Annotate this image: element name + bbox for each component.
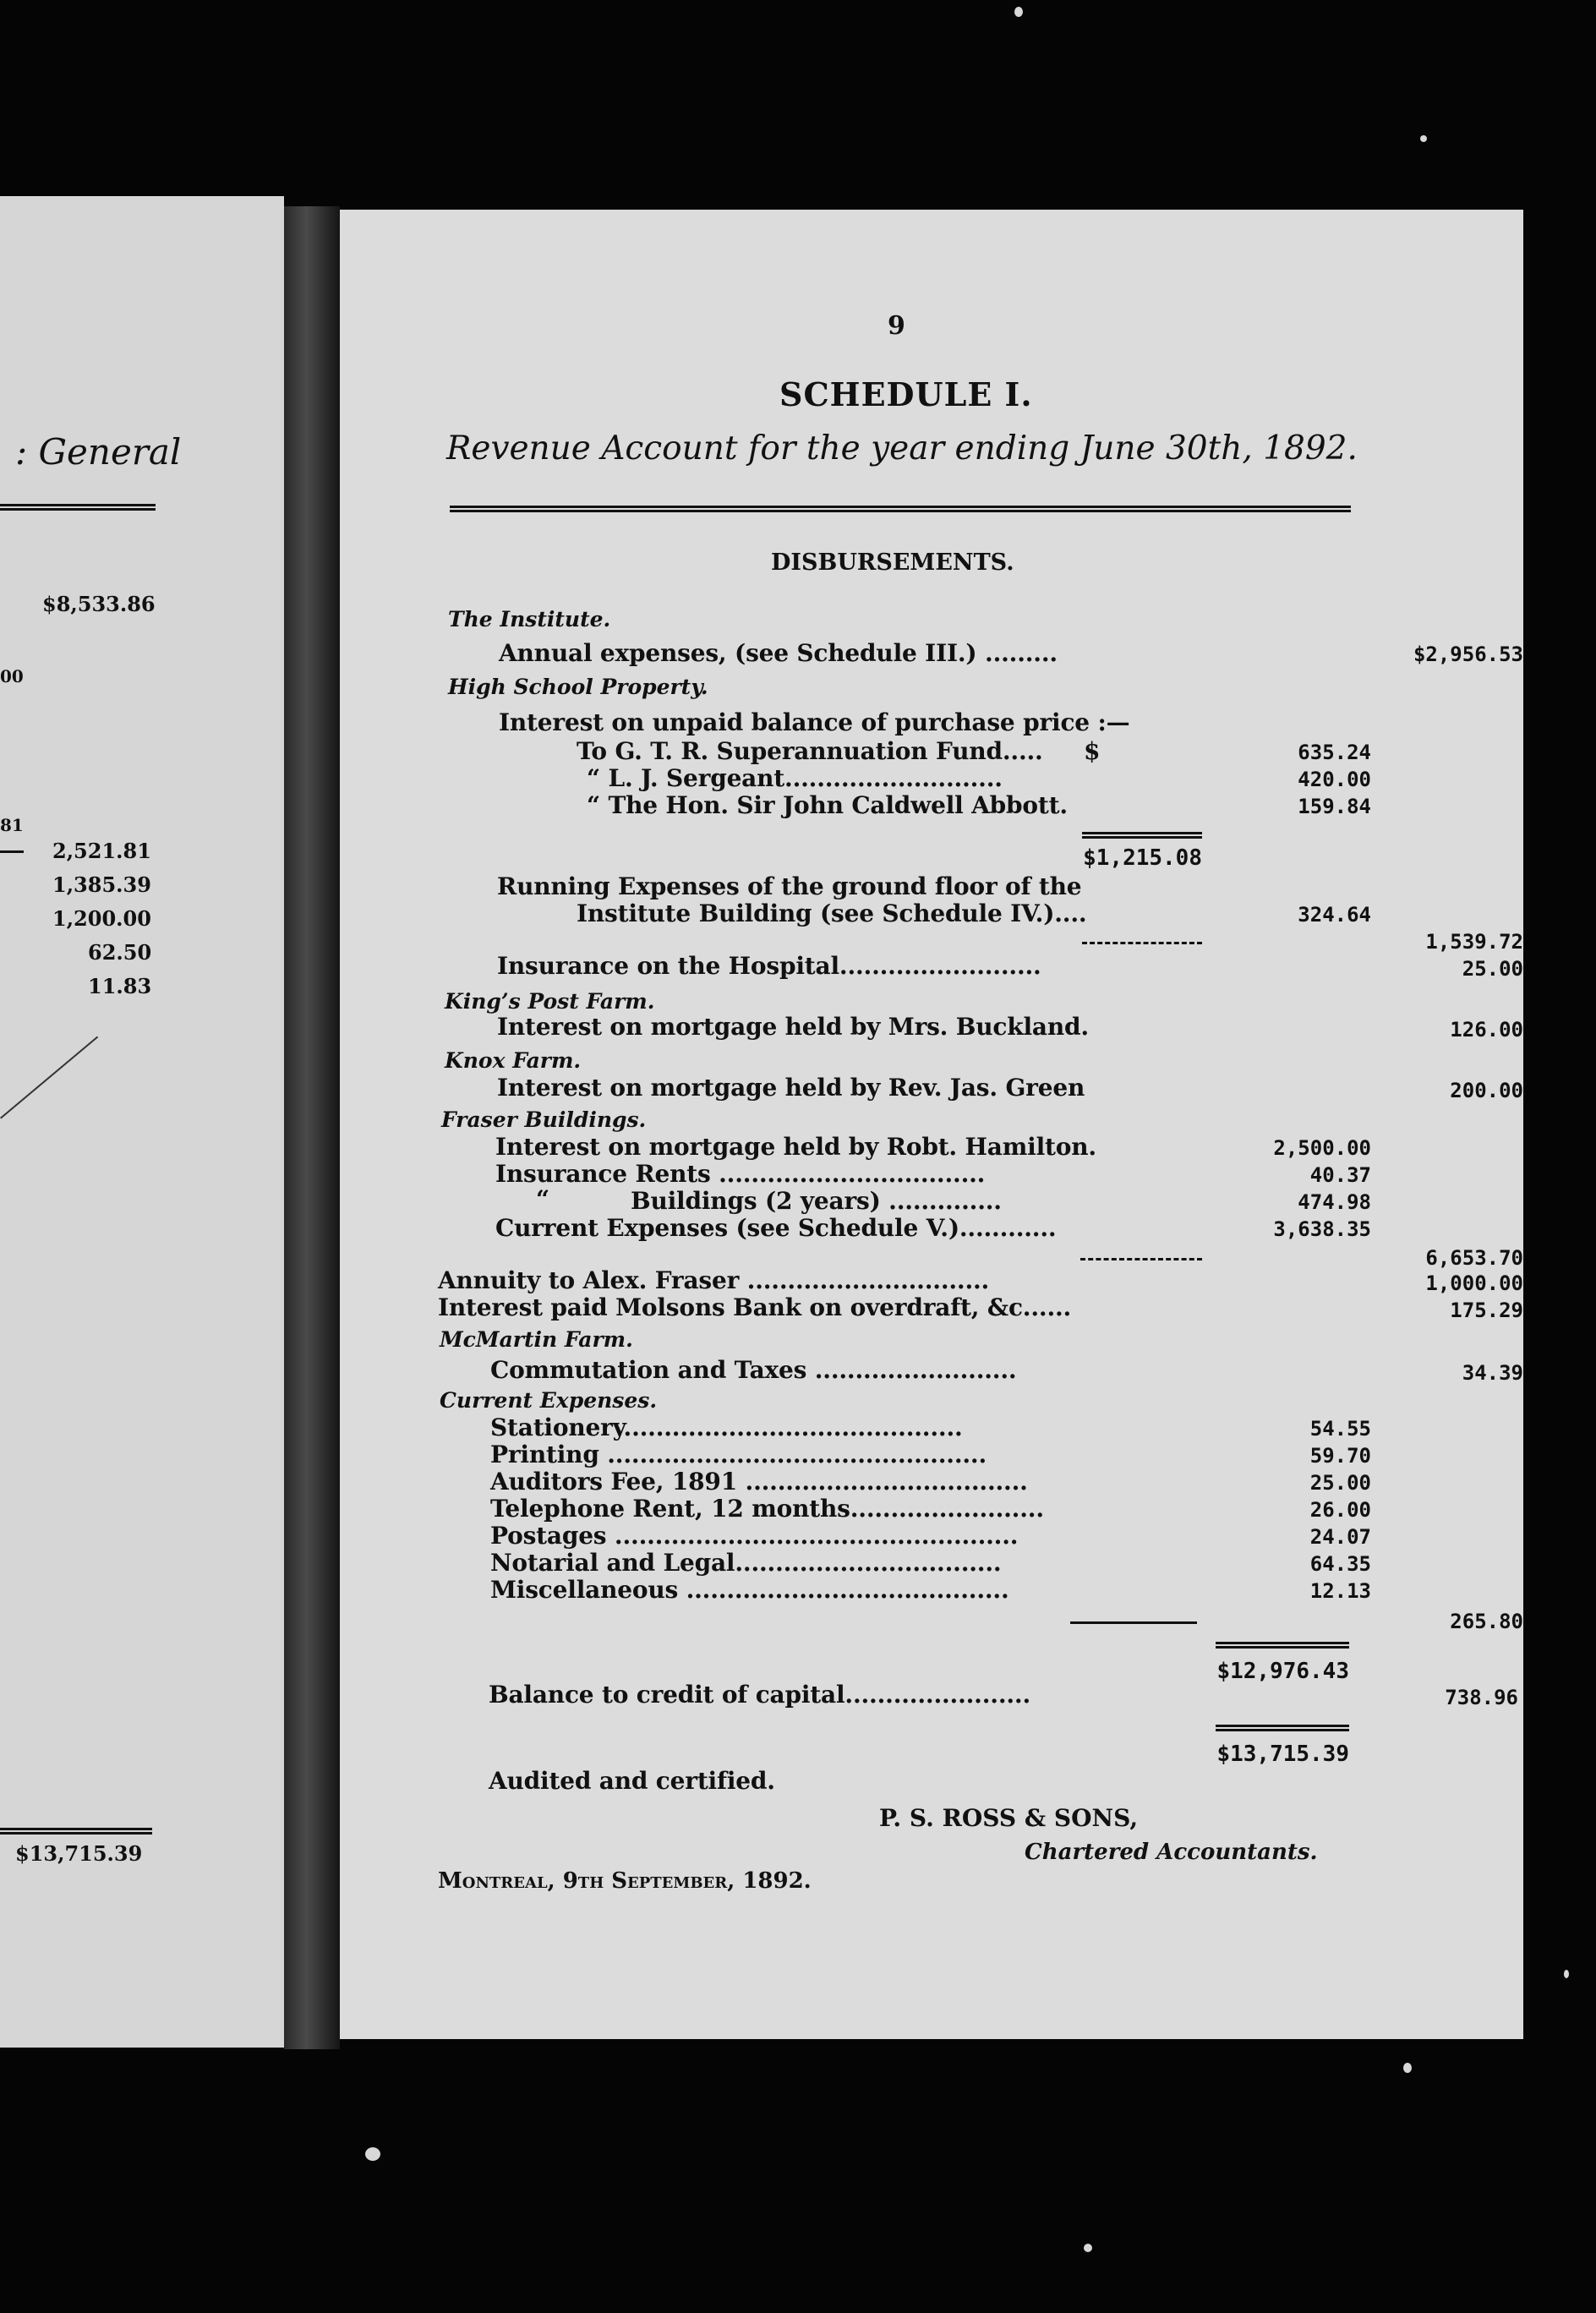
insurance-rents-label: Insurance Rents .................................	[495, 1160, 986, 1188]
section-high-school-property: High School Property.	[448, 675, 708, 699]
hospital-insurance-label: Insurance on the Hospital.........................	[497, 952, 1041, 980]
firm-name: P. S. ROSS & SONS,	[879, 1804, 1139, 1832]
left-heading-fragment: : General	[15, 431, 182, 473]
left-dash	[0, 850, 24, 853]
running-expenses-line-1: Running Expenses of the ground floor of the	[497, 872, 1082, 900]
speck	[1084, 2244, 1092, 2252]
current-expense-label: Auditors Fee, 1891 ...................................	[490, 1468, 1028, 1496]
section-kings-post-farm: King’s Post Farm.	[445, 989, 655, 1014]
current-expense-label: Telephone Rent, 12 months........................	[490, 1495, 1044, 1523]
current-expense-label: Postages ..................................................	[490, 1522, 1019, 1550]
left-value: 1,385.39	[52, 872, 151, 897]
left-double-rule	[0, 504, 156, 511]
commutation-taxes-total: 34.39	[1462, 1361, 1523, 1385]
high-school-total: 1,539.72	[1425, 930, 1523, 954]
ditto-mark: “	[536, 1185, 549, 1213]
schedule-title: SCHEDULE I.	[779, 375, 1033, 413]
current-expense-amount: 54.55	[1309, 1417, 1371, 1441]
current-expense-amount: 26.00	[1309, 1498, 1371, 1522]
section-heading: DISBURSEMENTS.	[771, 550, 1014, 576]
speck	[1403, 2063, 1412, 2073]
current-expense-label: Notarial and Legal.................................	[490, 1549, 1002, 1577]
current-expenses-total: 265.80	[1450, 1610, 1523, 1633]
gtr-amount: 635.24	[1298, 741, 1371, 764]
running-expenses-line-2: Institute Building (see Schedule IV.)....	[577, 900, 1087, 927]
place-date: Montreal, 9th September, 1892.	[438, 1868, 812, 1894]
molsons-interest-label: Interest paid Molsons Bank on overdraft, &c......	[438, 1293, 1072, 1321]
book-gutter	[284, 206, 340, 2049]
speck	[1564, 1970, 1569, 1978]
current-expense-label: Stationery..........................................	[490, 1414, 963, 1441]
left-value: 00	[0, 666, 24, 686]
left-value: 81	[0, 815, 24, 835]
left-double-rule	[0, 1828, 152, 1835]
section-mcmartin-farm: McMartin Farm.	[440, 1327, 633, 1352]
page-number: 9	[888, 311, 905, 341]
running-expenses-amount: 324.64	[1298, 903, 1371, 927]
grand-total-rule	[1216, 1725, 1349, 1731]
sum-rule	[1080, 1258, 1202, 1260]
left-diagonal-rule	[0, 1036, 98, 1119]
left-total: $13,715.39	[15, 1841, 143, 1866]
molsons-interest-total: 175.29	[1450, 1299, 1523, 1322]
left-page-fragment	[0, 196, 284, 2048]
current-expense-amount: 12.13	[1309, 1579, 1371, 1603]
institute-annual-expenses: Annual expenses, (see Schedule III.) .........	[499, 639, 1058, 667]
sergeant-amount: 420.00	[1298, 768, 1371, 791]
institute-total: $2,956.53	[1413, 642, 1523, 666]
left-value: 1,200.00	[52, 906, 151, 931]
sergeant-label: “ L. J. Sergeant...........................	[587, 764, 1003, 792]
green-mortgage-label: Interest on mortgage held by Rev. Jas. Green	[497, 1074, 1085, 1102]
high-school-subtotal: $1,215.08	[1083, 845, 1202, 871]
title-double-rule	[450, 506, 1351, 512]
current-expense-amount: 25.00	[1309, 1471, 1371, 1495]
grand-subtotal-rule	[1216, 1642, 1349, 1649]
balance-capital-label: Balance to credit of capital.......................	[489, 1681, 1031, 1709]
abbott-amount: 159.84	[1298, 795, 1371, 818]
section-fraser-buildings: Fraser Buildings.	[441, 1107, 647, 1132]
sum-rule	[1082, 942, 1202, 944]
annuity-label: Annuity to Alex. Fraser ..............................	[438, 1266, 990, 1294]
buckland-mortgage-label: Interest on mortgage held by Mrs. Buckland.	[497, 1013, 1089, 1041]
firm-title: Chartered Accountants.	[1025, 1840, 1318, 1865]
current-expense-label: Miscellaneous ........................................	[490, 1576, 1009, 1604]
hamilton-mortgage-label: Interest on mortgage held by Robt. Hamilton.	[495, 1133, 1096, 1161]
hamilton-mortgage-amount: 2,500.00	[1273, 1136, 1371, 1160]
audited-certified: Audited and certified.	[489, 1767, 775, 1795]
insurance-buildings-amount: 474.98	[1298, 1190, 1371, 1214]
current-expense-amount: 24.07	[1309, 1525, 1371, 1549]
speck	[1014, 7, 1023, 17]
section-current-expenses: Current Expenses.	[440, 1388, 658, 1413]
current-expense-amount: 64.35	[1309, 1552, 1371, 1576]
right-page	[340, 210, 1523, 2039]
balance-capital-total: 738.96	[1445, 1686, 1518, 1709]
hospital-insurance-total: 25.00	[1462, 957, 1523, 981]
section-the-institute: The Institute.	[448, 607, 611, 632]
left-value: 62.50	[88, 940, 152, 965]
gtr-currency: $	[1084, 737, 1101, 765]
speck	[365, 2147, 380, 2161]
page-subtitle: Revenue Account for the year ending June 30th, 1892.	[446, 429, 1358, 468]
left-value: 2,521.81	[52, 839, 151, 863]
current-expense-label: Printing ...............................................	[490, 1441, 987, 1468]
commutation-taxes-label: Commutation and Taxes .........................	[490, 1356, 1017, 1384]
fraser-total: 6,653.70	[1425, 1246, 1523, 1270]
grand-subtotal: $12,976.43	[1216, 1659, 1349, 1684]
gtr-superannuation-label: To G. T. R. Superannuation Fund.....	[577, 737, 1043, 765]
left-value: $8,533.86	[42, 592, 156, 616]
section-knox-farm: Knox Farm.	[445, 1048, 582, 1073]
current-expense-amount: 59.70	[1309, 1444, 1371, 1468]
subtotal-rule	[1082, 832, 1202, 839]
insurance-buildings-label: Buildings (2 years) ..............	[631, 1187, 1002, 1215]
annuity-total: 1,000.00	[1425, 1271, 1523, 1295]
insurance-rents-amount: 40.37	[1309, 1163, 1371, 1187]
sum-rule	[1070, 1621, 1197, 1624]
speck	[1420, 135, 1427, 142]
abbott-label: “ The Hon. Sir John Caldwell Abbott.	[587, 791, 1068, 819]
green-mortgage-total: 200.00	[1450, 1079, 1523, 1102]
current-expenses-fraser-amount: 3,638.35	[1273, 1217, 1371, 1241]
high-school-interest-intro: Interest on unpaid balance of purchase price :—	[499, 708, 1130, 736]
current-expenses-fraser-label: Current Expenses (see Schedule V.)............	[495, 1214, 1057, 1242]
grand-total: $13,715.39	[1216, 1742, 1349, 1767]
left-value: 11.83	[88, 974, 152, 998]
buckland-mortgage-total: 126.00	[1450, 1018, 1523, 1042]
